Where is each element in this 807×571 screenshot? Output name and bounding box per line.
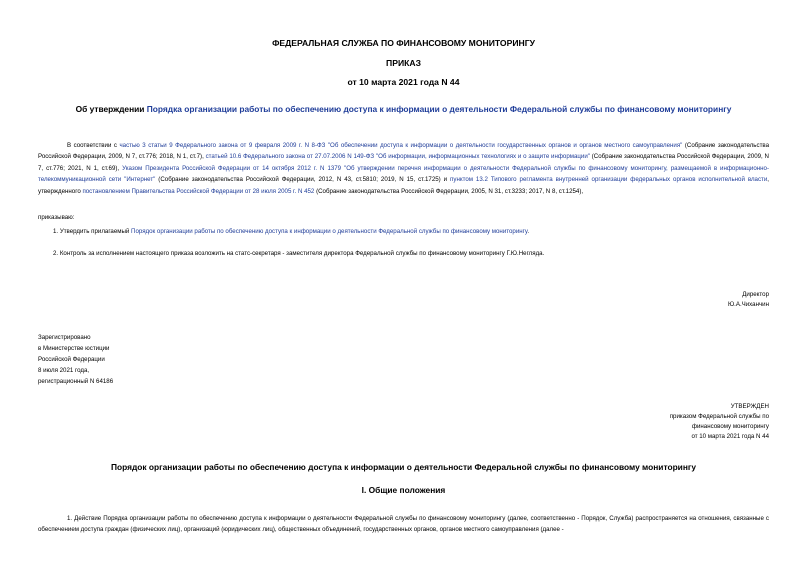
order-title-link[interactable]: Порядка организации работы по обеспечению доступа к информации о деятельности Федеральной службы по финансовому мониторингу	[146, 104, 732, 114]
resolution-452-link[interactable]: постановлением Правительства Российской Федерации от 28 июля 2005 г. N 452	[82, 187, 315, 195]
regulation-13-2-link[interactable]: пунктом 13.2 Типового регламента внутренней организации федеральных органов исполнительной власти	[450, 176, 768, 184]
registration-block	[38, 332, 113, 387]
preamble-text-5: , утвержденного	[38, 176, 770, 195]
signature-position: Директор	[742, 291, 769, 298]
law-149fz-link[interactable]: статьей 10.6 Федерального закона от 27.07.2006 N 149-ФЗ "Об информации, информационных технологиях и о защите информации"	[205, 153, 590, 161]
registration-line-5: регистрационный N 64186	[38, 378, 114, 385]
ordered-text: приказываю:	[38, 214, 75, 221]
preamble-text-6: (Собрание законодательства Российской Федерации, 2005, N 31, ст.3233; 2017, N 8, ст.1254),	[314, 187, 584, 195]
registration-line-4: 8 июля 2021 года,	[38, 367, 90, 374]
approved-line-1: УТВЕРЖДЕН	[730, 403, 769, 410]
signature-block	[728, 290, 769, 310]
doc-type-heading: ПРИКАЗ	[386, 58, 421, 68]
preamble-text-3: (Собрание законодательства Российской Федерации, 2009, N 7, ст.776; 2021, N 1, ст.69),	[38, 153, 769, 172]
approved-block	[670, 402, 769, 442]
preamble-paragraph	[38, 140, 769, 197]
order-item-1	[38, 228, 769, 235]
registration-line-2: в Министерстве юстиции	[38, 345, 110, 352]
approved-line-3: финансовому мониторингу	[691, 423, 769, 430]
preamble-text-1: В соответствии с	[67, 142, 120, 149]
procedure-paragraph-1: 1. Действие Порядка организации работы по обеспечению доступа к информации о деятельности Федеральной службы по финансовому мониторингу (далее, соответственно - Порядок, Служба) распространяется на отношения, связанные с обеспечением доступа граждан (физических лиц), организаций (юридических лиц), общественных объединений, государственных органов, органов местного самоуправления (далее -	[38, 515, 769, 534]
order-item-1-prefix: 1. Утвердить прилагаемый	[53, 228, 132, 235]
registration-line-1: Зарегистрировано	[38, 334, 91, 341]
agency-heading: ФЕДЕРАЛЬНАЯ СЛУЖБА ПО ФИНАНСОВОМУ МОНИТОРИНГУ	[272, 38, 535, 48]
procedure-title: Порядок организации работы по обеспечению доступа к информации о деятельности Федеральной службы по финансовому мониторингу	[110, 462, 697, 472]
order-title	[0, 104, 807, 114]
approved-line-4: от 10 марта 2021 года N 44	[691, 433, 769, 440]
law-8fz-link[interactable]: частью 3 статьи 9 Федерального закона от 9 февраля 2009 г. N 8-ФЗ "Об обеспечении доступа к информации о деятельности государственных органов и органов местного самоуправления"	[119, 142, 683, 149]
registration-line-3: Российской Федерации	[38, 356, 105, 363]
decree-1379-link[interactable]: Указом Президента Российской Федерации от 14 октября 2012 г. N 1379 "Об утверждении перечня информации о деятельности Федеральной службы по финансовому мониторингу, размещаемой в информационно-телекоммуникационной сети "Интернет"	[38, 164, 769, 184]
procedure-link[interactable]: Порядок организации работы по обеспечению доступа к информации о деятельности Федеральной службы по финансовому мониторингу	[131, 228, 528, 235]
section-heading: I. Общие положения	[361, 485, 446, 495]
order-item-1-suffix: .	[527, 228, 530, 235]
signature-name: Ю.А.Чиханчин	[727, 301, 769, 308]
preamble-text-4: (Собрание законодательства Российской Федерации, 2012, N 43, ст.5810; 2019, N 15, ст.1725) и	[155, 176, 451, 184]
preamble-text-2: (Собрание законодательства Российской Федерации, 2009, N 7, ст.776; 2018, N 1, ст.7),	[38, 142, 769, 161]
approved-line-2: приказом Федеральной службы по	[669, 413, 769, 420]
order-item-2: 2. Контроль за исполнением настоящего приказа возложить на статс-секретаря - заместителя директора Федеральной службы по финансовому мониторингу Г.Ю.Негляда.	[53, 250, 545, 257]
order-title-prefix: Об утверждении	[75, 104, 147, 114]
date-number-heading: от 10 марта 2021 года N 44	[347, 77, 460, 87]
